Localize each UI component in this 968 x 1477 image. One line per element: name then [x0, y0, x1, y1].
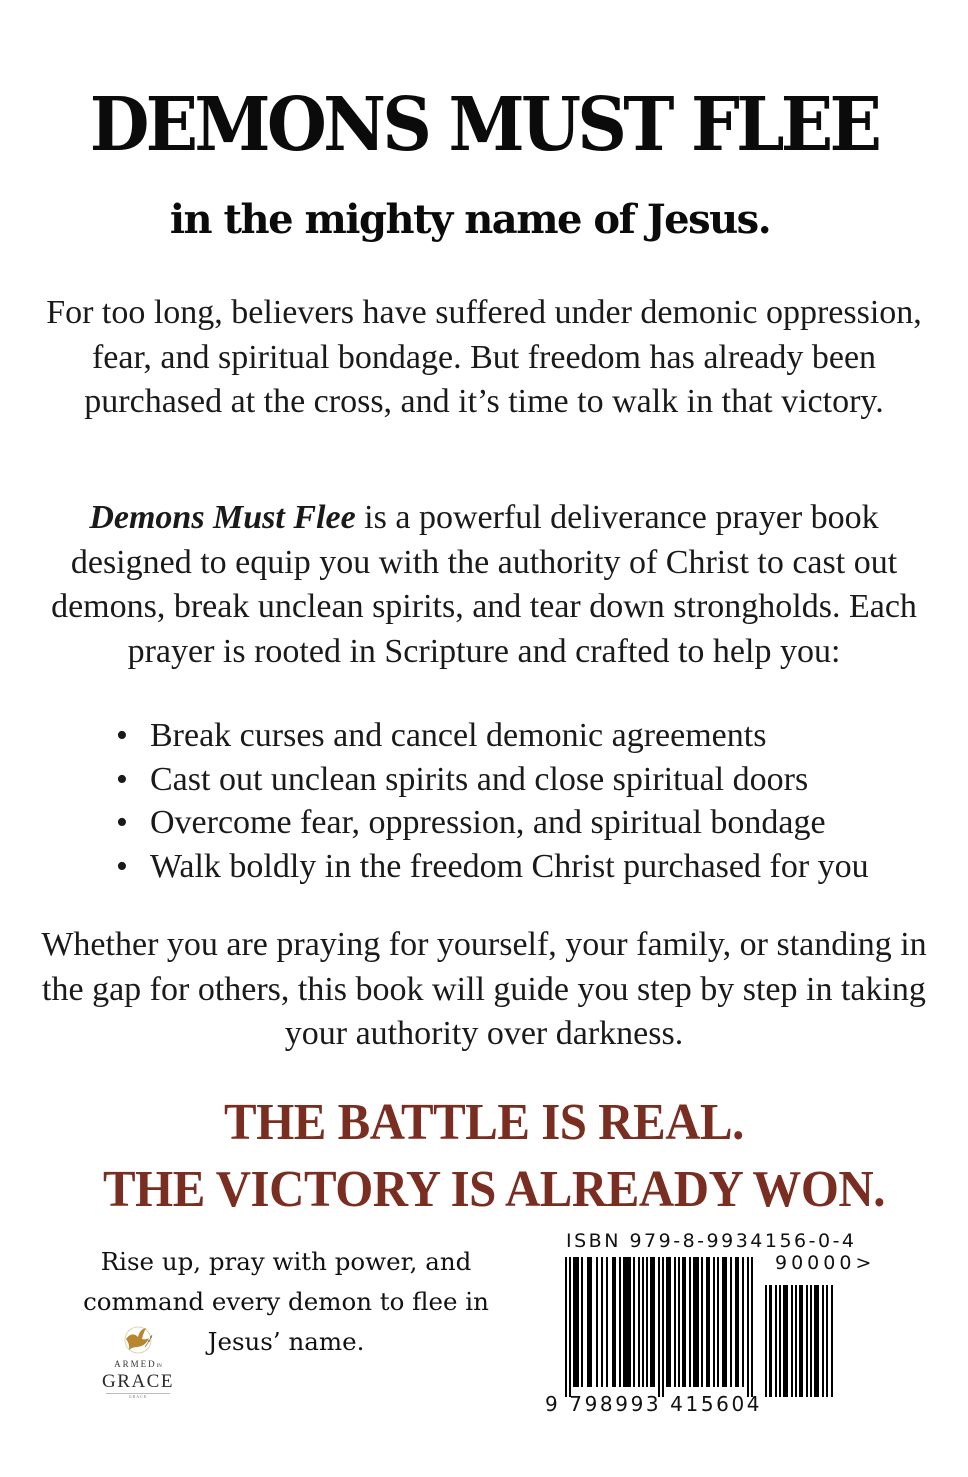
- list-item-text: Break curses and cancel demonic agreements: [150, 717, 767, 754]
- dove-icon: [118, 1325, 158, 1355]
- book-title: DEMONS MUST FLEE: [89, 82, 879, 168]
- slogan-line-2: THE VICTORY IS ALREADY WON.: [103, 1161, 885, 1218]
- logo-in-text: IN: [156, 1364, 162, 1369]
- slogan-line-1: THE BATTLE IS REAL.: [224, 1094, 744, 1151]
- bullet-icon: •: [116, 717, 128, 754]
- closing-paragraph: Whether you are praying for yourself, your family, or standing in the gap for others, this book will guide you step by step in taking your authority over darkness.: [41, 926, 927, 1052]
- description-paragraph: [30, 496, 938, 674]
- list-item-text: Overcome fear, oppression, and spiritual bondage: [150, 804, 826, 841]
- list-item: [110, 845, 910, 889]
- list-item-text: Cast out unclean spirits and close spiritual doors: [150, 760, 809, 798]
- bullet-icon: •: [116, 804, 128, 841]
- book-subtitle: in the mighty name of Jesus.: [169, 196, 771, 243]
- logo-line-2: GRACE: [102, 1371, 174, 1392]
- bullet-icon: •: [116, 847, 128, 885]
- intro-paragraph: For too long, believers have suffered under demonic oppression, fear, and spiritual bondage. But freedom has already been purchased at the cross, and it’s time to walk in that victory.: [46, 294, 922, 420]
- ean-digits: 9 798993 415604: [545, 1392, 763, 1416]
- barcode-icon: [565, 1257, 865, 1402]
- list-item: [110, 801, 910, 845]
- bullet-icon: •: [116, 760, 128, 798]
- list-item-text: Walk boldly in the freedom Christ purchased for you: [150, 847, 869, 885]
- call-to-action: Rise up, pray with power, and command every demon to flee in Jesus’ name.: [83, 1247, 489, 1356]
- logo-armed-text: ARMED: [114, 1359, 157, 1369]
- description-text: is a powerful deliverance prayer book designed to equip you with the authority of Christ to cast out demons, break unclean spirits, and tear down strongholds. Each prayer is rooted in Scripture and crafted to help you:: [51, 499, 917, 670]
- publisher-logo: [100, 1325, 176, 1399]
- list-item: [110, 758, 910, 802]
- logo-tagline: GRACE: [106, 1393, 170, 1399]
- list-item: [110, 714, 910, 758]
- isbn-label: ISBN 979-8-9934156-0-4: [566, 1230, 857, 1252]
- price-addon-label: 90000>: [775, 1252, 876, 1274]
- benefits-list: [110, 714, 910, 888]
- book-title-emphasis: Demons Must Flee: [89, 499, 356, 536]
